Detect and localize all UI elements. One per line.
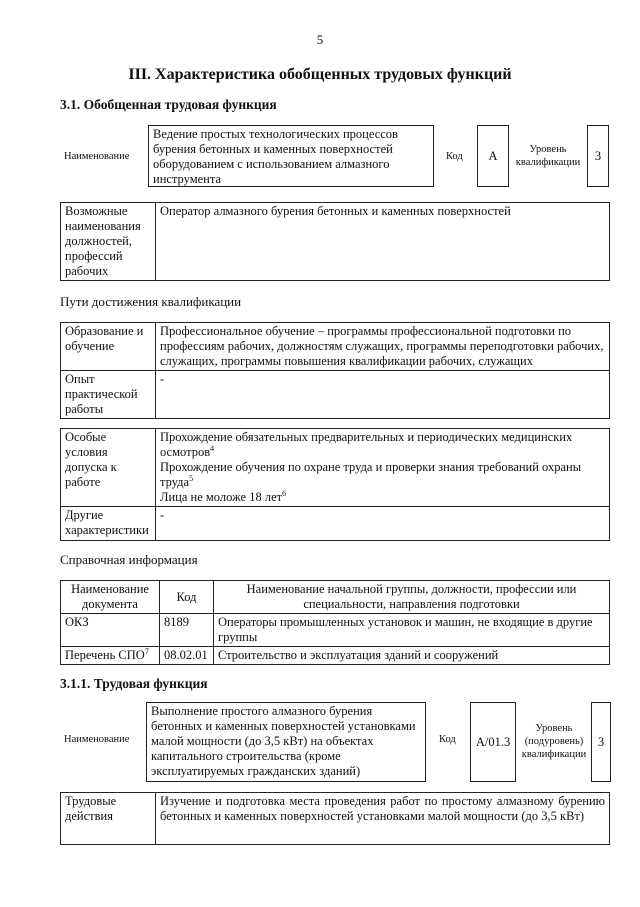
reference-table [60, 580, 610, 665]
gf-code-box [477, 125, 509, 187]
ref-row-2-code: 08.02.01 [160, 647, 214, 665]
exp-label: Опыт практической работы [61, 371, 156, 419]
tf-name-label: Наименование [64, 734, 130, 745]
gf-code-value: А [488, 149, 498, 163]
conditions-label: Особые условия допуска к работе [61, 429, 156, 507]
conditions-value [156, 429, 610, 507]
ref-col-doc: Наименование документа [61, 581, 160, 614]
exp-value: - [156, 371, 610, 419]
ref-row-1-name: Операторы промышленных установок и машин, не входящие в другие группы [214, 614, 610, 647]
positions-label: Возможные наименования должностей, профессий рабочих [61, 203, 156, 281]
table-row [61, 614, 610, 647]
ref-row-2-doc: Перечень СПО$^7$ [61, 647, 160, 665]
paths-table [60, 322, 610, 419]
conditions-table [60, 428, 610, 541]
condition-item-3: Лица не моложе 18 лет$^6$ [160, 488, 287, 504]
edu-value: Профессиональное обучение – программы профессиональной подготовки по профессиям рабочих, должностям служащих, программы переподготовки рабочих, служащих, программы повышения квалификации рабочих, служащих [156, 323, 610, 371]
tf-level-value: 3 [597, 735, 605, 749]
tf-level-label: Уровень (подуровень) квалификации [521, 723, 587, 760]
ref-row-2-name: Строительство и эксплуатация зданий и сооружений [214, 647, 610, 665]
tf-code-value: А/01.3 [475, 735, 511, 749]
table-row [61, 647, 610, 665]
reference-heading: Справочная информация [60, 552, 198, 567]
ref-row-1-doc: ОКЗ [61, 614, 160, 647]
actions-value: Изучение и подготовка места проведения работ по простому алмазному бурению бетонных и каменных поверхностей установками малой мощности (до 3,5 кВт) [156, 793, 610, 845]
gf-heading: 3.1. Обобщенная трудовая функция [60, 97, 277, 112]
condition-item-2: Прохождение обучения по охране труда и проверки знания требований охраны труда$^5$ [160, 460, 582, 489]
gf-name-label: Наименование [64, 151, 130, 162]
page-number: 5 [316, 32, 324, 47]
condition-item-1: Прохождение обязательных предварительных и периодических медицинских осмотров$^4$ [160, 430, 573, 459]
gf-name-value: Ведение простых технологических процессов бурения бетонных и каменных поверхностей оборудованием с использованием алмазного инструмента [153, 127, 398, 186]
ref-col-code: Код [160, 581, 214, 614]
actions-label: Трудовые действия [61, 793, 156, 845]
tf-heading: 3.1.1. Трудовая функция [60, 676, 208, 691]
other-value: - [156, 507, 610, 541]
edu-label: Образование и обучение [61, 323, 156, 371]
positions-table [60, 202, 610, 281]
gf-level-value: 3 [594, 149, 602, 163]
tf-code-box [470, 702, 516, 782]
gf-name-box [148, 125, 434, 187]
gf-level-label: Уровень квалификации [515, 144, 581, 168]
ref-row-1-code: 8189 [160, 614, 214, 647]
gf-level-box [587, 125, 609, 187]
tf-level-box [591, 702, 611, 782]
section-title: III. Характеристика обобщенных трудовых функций [128, 66, 512, 83]
gf-code-label: Код [446, 151, 463, 162]
ref-col-name: Наименование начальной группы, должности, профессии или специальности, направления подготовки [214, 581, 610, 614]
tf-name-box [146, 702, 426, 782]
paths-heading: Пути достижения квалификации [60, 294, 242, 309]
tf-code-label: Код [439, 734, 456, 745]
positions-value: Оператор алмазного бурения бетонных и каменных поверхностей [156, 203, 610, 281]
tf-name-value: Выполнение простого алмазного бурения бетонных и каменных поверхностей установками малой мощности (до 3,5 кВт) на объектах капитального строительства (кроме эксплуатируемых гражданских зданий) [151, 704, 416, 778]
actions-table [60, 792, 610, 845]
other-label: Другие характеристики [61, 507, 156, 541]
